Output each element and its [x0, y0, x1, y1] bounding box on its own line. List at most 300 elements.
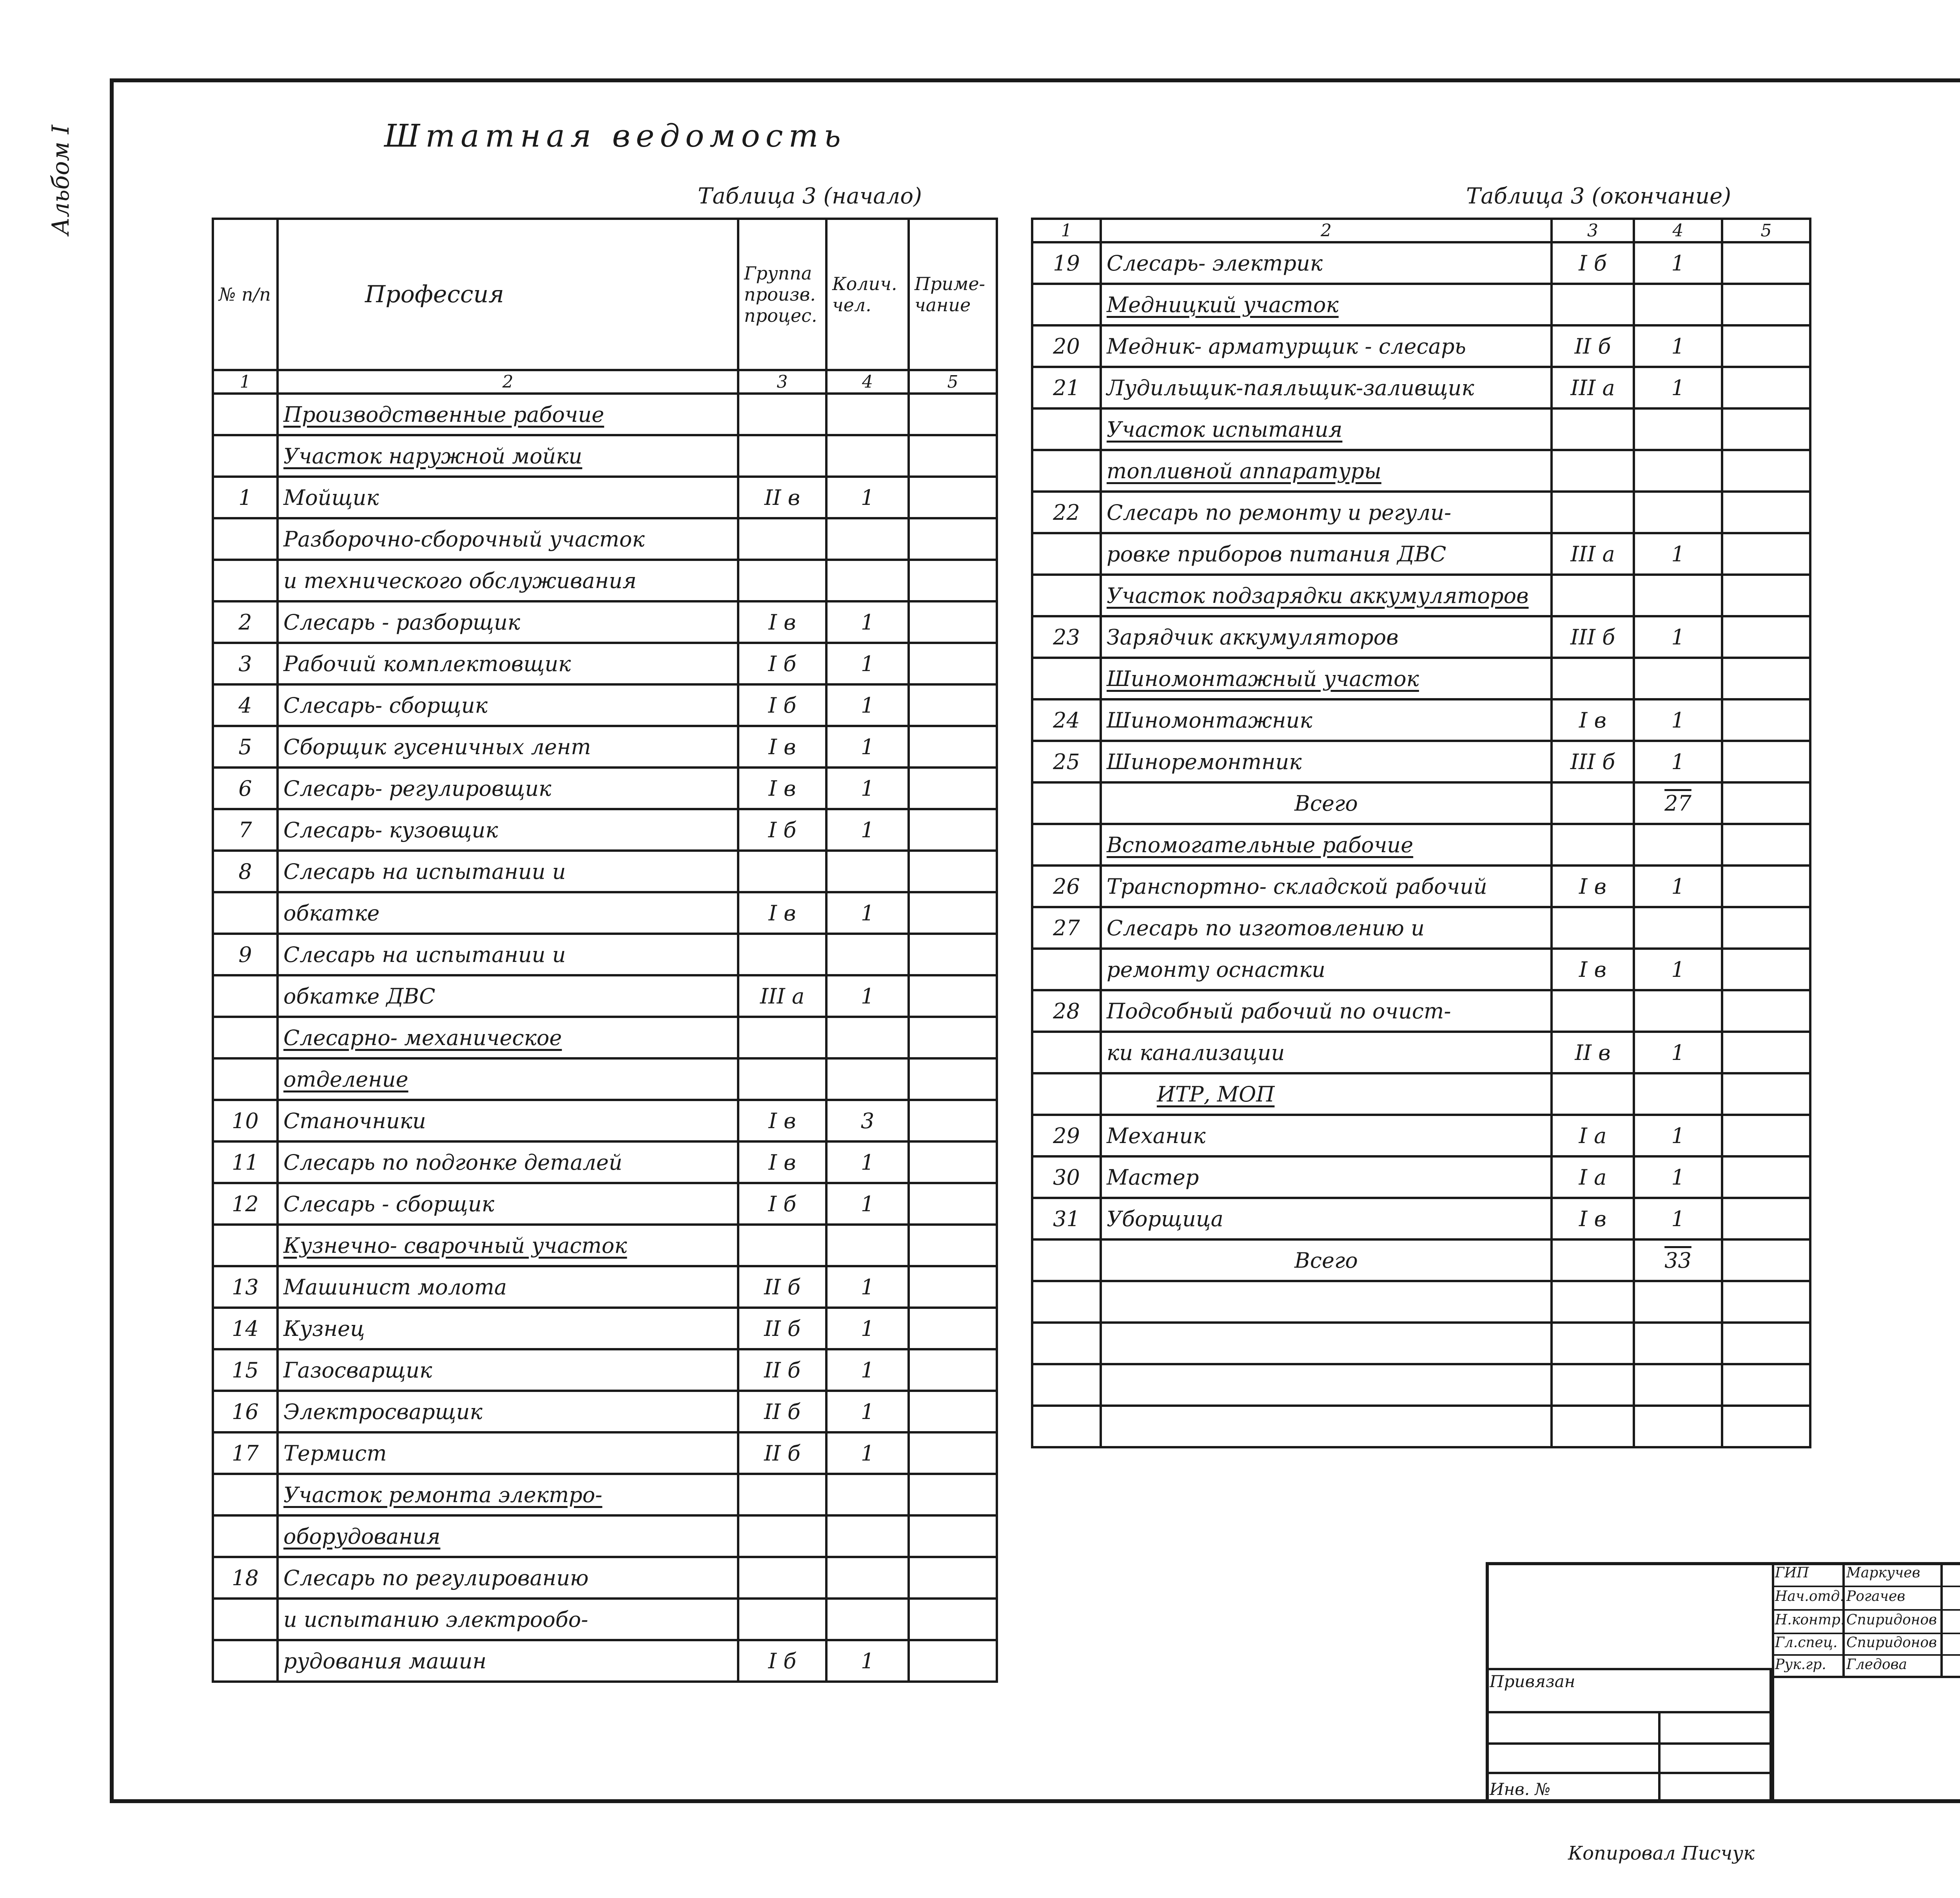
table-row — [1032, 325, 1810, 367]
stamp-name: Рогачев — [1846, 1588, 1906, 1604]
col-number: 5 — [1722, 219, 1810, 242]
row-profession: отделение — [278, 1058, 738, 1100]
row-note — [909, 435, 997, 477]
row-note — [1722, 658, 1810, 699]
row-qty — [826, 1058, 909, 1100]
row-profession: Сборщик гусеничных лент — [278, 726, 738, 768]
row-number: 14 — [213, 1308, 278, 1349]
col-number: 5 — [909, 370, 997, 394]
row-group — [1552, 907, 1634, 949]
row-profession: Слесарь по регулированию — [278, 1557, 738, 1599]
row-profession: Участок подзарядки аккумуляторов — [1101, 575, 1552, 616]
table-row — [213, 1349, 997, 1391]
row-qty: 1 — [826, 1308, 909, 1349]
table-row — [1032, 907, 1810, 949]
inventory-label: Инв. № — [1490, 1780, 1551, 1799]
table-row — [213, 1183, 997, 1225]
row-note — [1722, 450, 1810, 492]
table3-start-caption: Таблица 3 (начало) — [698, 183, 922, 209]
row-note — [909, 1266, 997, 1308]
row-profession: Участок испытания — [1101, 408, 1552, 450]
row-profession: Слесарь по подгонке деталей — [278, 1141, 738, 1183]
row-number — [1032, 1323, 1101, 1364]
row-qty — [1634, 990, 1722, 1032]
binding-label: Привязан — [1490, 1672, 1575, 1691]
row-qty — [826, 1225, 909, 1266]
row-qty — [826, 1474, 909, 1515]
row-number — [213, 892, 278, 934]
row-group — [1552, 990, 1634, 1032]
row-number: 27 — [1032, 907, 1101, 949]
stamp-name: Спиридонов — [1846, 1612, 1937, 1628]
row-group: III б — [1552, 741, 1634, 782]
row-profession: обкатке ДВС — [278, 975, 738, 1017]
row-qty — [1634, 492, 1722, 533]
row-group — [1552, 824, 1634, 866]
row-note — [1722, 1073, 1810, 1115]
table-row — [1032, 1073, 1810, 1115]
col-header-note: Приме- чание — [909, 219, 997, 370]
row-group: I в — [738, 1100, 826, 1141]
row-profession: Шиномонтажник — [1101, 699, 1552, 741]
stamp-role: Н.контр. — [1775, 1612, 1845, 1628]
row-number — [1032, 284, 1101, 325]
col-number: 1 — [1032, 219, 1101, 242]
row-number: 13 — [213, 1266, 278, 1308]
row-qty: 1 — [1634, 533, 1722, 575]
row-number — [213, 1515, 278, 1557]
row-qty: 1 — [1634, 1198, 1722, 1239]
row-qty — [1634, 575, 1722, 616]
row-profession: Участок наружной мойки — [278, 435, 738, 477]
table3-start-grid — [212, 218, 998, 1683]
table-row — [1032, 1032, 1810, 1073]
row-group: I в — [738, 768, 826, 809]
row-profession: Слесарь- электрик — [1101, 242, 1552, 284]
row-profession: Кузнечно- сварочный участок — [278, 1225, 738, 1266]
row-number: 15 — [213, 1349, 278, 1391]
row-qty: 1 — [826, 601, 909, 643]
row-qty — [826, 394, 909, 435]
row-qty: 33 — [1634, 1239, 1722, 1281]
table-header-row — [213, 219, 997, 370]
row-profession: Шиномонтажный участок — [1101, 658, 1552, 699]
row-profession: Уборщица — [1101, 1198, 1552, 1239]
row-note — [1722, 325, 1810, 367]
row-note — [909, 1100, 997, 1141]
table-row — [213, 1599, 997, 1640]
col-header-group: Группа произв. процес. — [738, 219, 826, 370]
row-qty: 1 — [1634, 949, 1722, 990]
table-row — [213, 1100, 997, 1141]
row-profession: ровке приборов питания ДВС — [1101, 533, 1552, 575]
row-profession: Машинист молота — [278, 1266, 738, 1308]
col-header-profession: Профессия — [278, 219, 738, 370]
row-group: I в — [1552, 949, 1634, 990]
row-qty: 1 — [826, 1640, 909, 1682]
table-row — [1032, 699, 1810, 741]
row-profession: Шиноремонтник — [1101, 741, 1552, 782]
row-number — [1032, 1032, 1101, 1073]
row-profession: и испытанию электрообо- — [278, 1599, 738, 1640]
col-number: 2 — [1101, 219, 1552, 242]
table-row — [213, 934, 997, 975]
row-number: 3 — [213, 643, 278, 684]
row-profession: и технического обслуживания — [278, 560, 738, 601]
row-profession: Разборочно-сборочный участок — [278, 518, 738, 560]
col-number: 4 — [1634, 219, 1722, 242]
row-qty: 1 — [1634, 616, 1722, 658]
row-note — [909, 1058, 997, 1100]
row-note — [1722, 699, 1810, 741]
row-number: 12 — [213, 1183, 278, 1225]
row-note — [1722, 616, 1810, 658]
row-group: II б — [738, 1432, 826, 1474]
row-group — [738, 518, 826, 560]
row-note — [1722, 1364, 1810, 1406]
table-row — [1032, 866, 1810, 907]
row-profession: Слесарно- механическое — [278, 1017, 738, 1058]
row-qty: 1 — [1634, 866, 1722, 907]
row-note — [1722, 1032, 1810, 1073]
col-number: 4 — [826, 370, 909, 394]
col-number: 2 — [278, 370, 738, 394]
row-qty — [1634, 824, 1722, 866]
table-row — [213, 1474, 997, 1515]
table-row — [213, 1017, 997, 1058]
row-qty — [826, 934, 909, 975]
row-profession: ИТР, МОП — [1101, 1073, 1552, 1115]
row-number — [1032, 949, 1101, 990]
column-numbers-row — [1032, 219, 1810, 242]
table-row — [1032, 990, 1810, 1032]
row-qty: 1 — [826, 643, 909, 684]
stamp-name: Маркучев — [1846, 1565, 1920, 1581]
table-row — [213, 1058, 997, 1100]
row-group — [738, 1017, 826, 1058]
row-number: 2 — [213, 601, 278, 643]
table-row — [213, 394, 997, 435]
table-row — [213, 975, 997, 1017]
row-profession — [1101, 1281, 1552, 1323]
row-profession: Слесарь на испытании и — [278, 934, 738, 975]
row-qty: 1 — [826, 1183, 909, 1225]
table-row — [1032, 575, 1810, 616]
row-qty: 1 — [826, 477, 909, 518]
row-note — [1722, 741, 1810, 782]
table-row — [213, 1141, 997, 1183]
stamp-role: Рук.гр. — [1775, 1657, 1826, 1673]
row-number: 23 — [1032, 616, 1101, 658]
row-note — [909, 809, 997, 851]
row-group — [1552, 1364, 1634, 1406]
row-profession: Подсобный рабочий по очист- — [1101, 990, 1552, 1032]
row-profession: Медницкий участок — [1101, 284, 1552, 325]
row-note — [909, 768, 997, 809]
row-profession: Медник- арматурщик - слесарь — [1101, 325, 1552, 367]
stamp-role: ГИП — [1775, 1565, 1809, 1581]
row-number — [1032, 450, 1101, 492]
row-profession: Транспортно- складской рабочий — [1101, 866, 1552, 907]
row-group: II б — [738, 1308, 826, 1349]
row-profession: Слесарь по ремонту и регули- — [1101, 492, 1552, 533]
row-note — [909, 1349, 997, 1391]
table-row — [1032, 408, 1810, 450]
table-row — [1032, 1115, 1810, 1156]
row-profession: Участок ремонта электро- — [278, 1474, 738, 1515]
row-qty: 1 — [1634, 1115, 1722, 1156]
row-note — [909, 560, 997, 601]
table-row — [213, 726, 997, 768]
row-profession: Вспомогательные рабочие — [1101, 824, 1552, 866]
row-number — [213, 1225, 278, 1266]
table-row — [213, 1308, 997, 1349]
row-group — [738, 934, 826, 975]
row-qty: 1 — [826, 809, 909, 851]
row-qty: 1 — [1634, 699, 1722, 741]
row-number — [213, 1017, 278, 1058]
table-row — [213, 1225, 997, 1266]
row-number: 21 — [1032, 367, 1101, 408]
col-number: 3 — [738, 370, 826, 394]
table-row — [1032, 1239, 1810, 1281]
row-profession: Слесарь по изготовлению и — [1101, 907, 1552, 949]
row-qty — [826, 1599, 909, 1640]
stamp-name: Спиридонов — [1846, 1635, 1937, 1651]
table-row — [213, 1391, 997, 1432]
row-qty: 1 — [826, 1432, 909, 1474]
table-row — [1032, 533, 1810, 575]
row-group: III б — [1552, 616, 1634, 658]
row-profession: Слесарь- кузовщик — [278, 809, 738, 851]
row-note — [909, 394, 997, 435]
row-note — [1722, 990, 1810, 1032]
row-group: I б — [738, 809, 826, 851]
row-note — [1722, 1281, 1810, 1323]
row-profession — [1101, 1364, 1552, 1406]
row-note — [1722, 242, 1810, 284]
row-profession: топливной аппаратуры — [1101, 450, 1552, 492]
row-profession: Кузнец — [278, 1308, 738, 1349]
row-number: 9 — [213, 934, 278, 975]
row-group: I в — [1552, 866, 1634, 907]
row-group: II б — [1552, 325, 1634, 367]
table-row — [1032, 658, 1810, 699]
row-group: II б — [738, 1266, 826, 1308]
table-row — [1032, 1281, 1810, 1323]
row-qty — [826, 1557, 909, 1599]
row-note — [909, 643, 997, 684]
table-row — [213, 1557, 997, 1599]
row-note — [1722, 408, 1810, 450]
table-row — [213, 768, 997, 809]
row-note — [909, 892, 997, 934]
row-number — [213, 1058, 278, 1100]
table-row — [213, 601, 997, 643]
row-qty: 1 — [1634, 1032, 1722, 1073]
row-group — [1552, 658, 1634, 699]
page-title: Штатная ведомость — [384, 118, 846, 154]
table-row — [1032, 450, 1810, 492]
row-note — [1722, 907, 1810, 949]
stamp-role: Гл.спец. — [1775, 1635, 1838, 1651]
table-row — [1032, 741, 1810, 782]
row-profession: Рабочий комплектовщик — [278, 643, 738, 684]
row-group — [738, 1599, 826, 1640]
row-qty: 1 — [826, 1391, 909, 1432]
row-profession: Мойщик — [278, 477, 738, 518]
row-note — [909, 1432, 997, 1474]
row-profession: Мастер — [1101, 1156, 1552, 1198]
stamp-role: Нач.отд. — [1775, 1588, 1844, 1604]
row-qty — [1634, 658, 1722, 699]
row-group: III а — [1552, 367, 1634, 408]
row-qty — [826, 1017, 909, 1058]
row-qty: 3 — [826, 1100, 909, 1141]
row-number: 20 — [1032, 325, 1101, 367]
row-number: 17 — [213, 1432, 278, 1474]
row-note — [909, 1515, 997, 1557]
row-profession: Слесарь- сборщик — [278, 684, 738, 726]
table-row — [1032, 782, 1810, 824]
row-number: 4 — [213, 684, 278, 726]
row-group — [738, 1225, 826, 1266]
row-note — [1722, 1156, 1810, 1198]
row-qty: 1 — [1634, 325, 1722, 367]
row-number — [1032, 1406, 1101, 1447]
row-qty — [1634, 907, 1722, 949]
row-note — [1722, 367, 1810, 408]
row-qty — [1634, 1406, 1722, 1447]
row-qty — [826, 851, 909, 892]
copied-by: Копировал Писчук — [1568, 1842, 1755, 1864]
table-row — [213, 518, 997, 560]
table-row — [213, 435, 997, 477]
row-profession: Слесарь- регулировщик — [278, 768, 738, 809]
row-profession: Зарядчик аккумуляторов — [1101, 616, 1552, 658]
table-row — [213, 1515, 997, 1557]
row-group: I в — [738, 1141, 826, 1183]
row-qty: 1 — [826, 684, 909, 726]
row-group — [738, 560, 826, 601]
row-note — [909, 1017, 997, 1058]
row-qty — [1634, 284, 1722, 325]
col-number: 1 — [213, 370, 278, 394]
row-number — [213, 1474, 278, 1515]
row-number: 10 — [213, 1100, 278, 1141]
row-qty: 1 — [826, 1349, 909, 1391]
row-note — [909, 1474, 997, 1515]
table-row — [1032, 367, 1810, 408]
row-note — [1722, 575, 1810, 616]
row-qty: 1 — [1634, 242, 1722, 284]
row-number: 29 — [1032, 1115, 1101, 1156]
row-number: 28 — [1032, 990, 1101, 1032]
table-row — [1032, 1364, 1810, 1406]
row-group — [1552, 782, 1634, 824]
row-group: I в — [1552, 1198, 1634, 1239]
table-row — [213, 851, 997, 892]
table-row — [1032, 1323, 1810, 1364]
row-profession: Слесарь на испытании и — [278, 851, 738, 892]
row-group — [1552, 575, 1634, 616]
row-profession: Всего — [1101, 1239, 1552, 1281]
row-note — [909, 1557, 997, 1599]
row-note — [909, 1640, 997, 1682]
table-row — [1032, 1156, 1810, 1198]
row-profession: Механик — [1101, 1115, 1552, 1156]
row-group: III а — [738, 975, 826, 1017]
row-note — [1722, 492, 1810, 533]
row-group: I б — [738, 1183, 826, 1225]
row-note — [1722, 1406, 1810, 1447]
row-group — [1552, 1239, 1634, 1281]
row-note — [1722, 824, 1810, 866]
row-number — [1032, 575, 1101, 616]
row-group: II в — [1552, 1032, 1634, 1073]
row-number — [213, 518, 278, 560]
row-group — [738, 435, 826, 477]
table-row — [213, 643, 997, 684]
row-number: 7 — [213, 809, 278, 851]
row-number — [1032, 408, 1101, 450]
row-note — [1722, 782, 1810, 824]
row-note — [909, 726, 997, 768]
row-qty: 1 — [826, 975, 909, 1017]
row-group: II в — [738, 477, 826, 518]
row-group — [738, 394, 826, 435]
row-qty — [1634, 450, 1722, 492]
row-number: 19 — [1032, 242, 1101, 284]
row-number: 30 — [1032, 1156, 1101, 1198]
row-number — [213, 560, 278, 601]
table-row — [213, 809, 997, 851]
row-profession: ремонту оснастки — [1101, 949, 1552, 990]
row-profession: ки канализации — [1101, 1032, 1552, 1073]
row-number — [1032, 533, 1101, 575]
col-header-number: № п/п — [213, 219, 278, 370]
row-group: I б — [1552, 242, 1634, 284]
row-profession: Слесарь - сборщик — [278, 1183, 738, 1225]
row-qty: 1 — [1634, 367, 1722, 408]
row-group: I в — [738, 601, 826, 643]
row-qty — [826, 1515, 909, 1557]
row-group — [738, 851, 826, 892]
row-number — [213, 1599, 278, 1640]
row-profession: Производственные рабочие — [278, 394, 738, 435]
row-number — [1032, 1364, 1101, 1406]
row-qty — [1634, 1281, 1722, 1323]
row-qty: 1 — [1634, 1156, 1722, 1198]
row-profession: Газосварщик — [278, 1349, 738, 1391]
row-profession: рудования машин — [278, 1640, 738, 1682]
row-qty: 1 — [826, 892, 909, 934]
row-number: 16 — [213, 1391, 278, 1432]
row-group: I а — [1552, 1115, 1634, 1156]
row-group — [738, 1474, 826, 1515]
table-row — [1032, 1406, 1810, 1447]
row-number: 1 — [213, 477, 278, 518]
row-group: II б — [738, 1349, 826, 1391]
row-number: 31 — [1032, 1198, 1101, 1239]
row-note — [1722, 1323, 1810, 1364]
row-qty: 1 — [826, 1266, 909, 1308]
row-note — [909, 1183, 997, 1225]
table-row — [213, 477, 997, 518]
row-group — [1552, 408, 1634, 450]
table-row — [1032, 824, 1810, 866]
row-profession: Электросварщик — [278, 1391, 738, 1432]
